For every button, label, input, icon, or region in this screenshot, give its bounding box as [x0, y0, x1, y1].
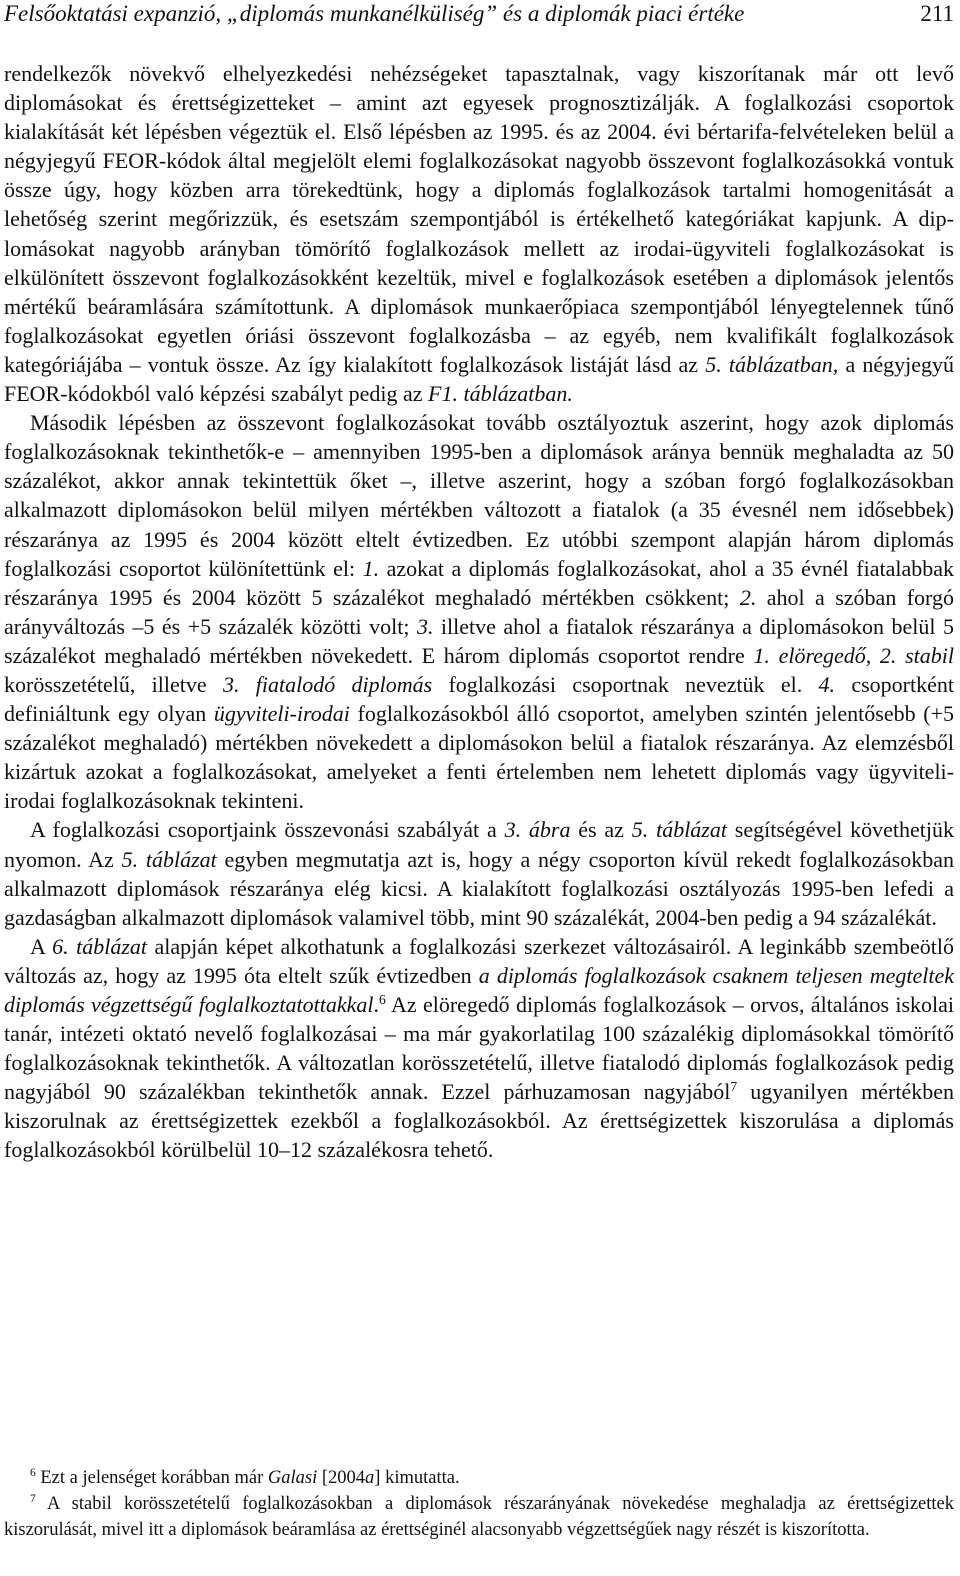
italic-text: 6. táblázat	[52, 933, 147, 959]
footnote	[4, 1492, 954, 1544]
italic-text: 3.	[416, 613, 434, 639]
text-run: A foglalkozási csoportjaink összevonási szabályát a	[30, 817, 505, 843]
italic-text: 1.	[362, 555, 380, 581]
running-title: Felsőoktatási expanzió, „diplomás munkanélküliség” és a diplomák piaci értéke	[4, 1, 745, 26]
text-run: egyben megmutatja azt is, hogy a négy csoporton kívül rekedt foglalkozásokban alkalmazott diplomások részaránya elég kicsi. A kialakított foglalkozási osztályozás 1995-ben lefedi a gazdaságban alkalmazott diplomások valamivel több, mint 90 százalékát, 2004-ben pedig a 94 százalékát.	[4, 846, 954, 930]
body-text	[4, 59, 954, 1165]
text-run: [2004	[317, 1468, 366, 1488]
footnote-marker: 7	[730, 1079, 738, 1095]
text-run: Ezt a jelenséget korábban már	[35, 1468, 268, 1488]
italic-text: 4.	[818, 671, 836, 697]
footnotes	[4, 1466, 954, 1543]
text-run: ugyanilyen mértékben kiszorulnak az érettségizettek ezekből a foglalkozásokból. Az érettségizettek kiszorulása a diplomás foglalkozásokból körülbelül 10–12 százalékosra tehető.	[4, 1079, 954, 1163]
text-run: és az	[570, 817, 632, 843]
paragraph	[4, 815, 954, 931]
footnote-marker: 7	[30, 1492, 36, 1505]
italic-text: 5. táblázatban,	[705, 351, 839, 377]
text-run: illetve ahol a fiatalok részaránya a diplomásokon belül 5 százalékot meghaladó mértékben növekedett. E három diplomás csoportot rendre	[4, 613, 954, 668]
text-run: korösszetételű, illetve	[4, 671, 223, 697]
text-run: .	[373, 992, 380, 1017]
italic-text: ügyviteli-irodai	[213, 701, 350, 727]
text-run: A	[30, 933, 53, 959]
text-run: foglalkozásokból álló csoportot, amelyben szintén jelentősebb (+5 százalékot meghaladó) mértékben növekedett a diplomásokon belül a fiatalok részaránya. Az elemzésből kizártuk azokat a foglalkozásokat, amelyeket a fenti értelemben nem lehetett diplomás vagy ügyviteli-irodai foglalkozásoknak tekinteni.	[4, 701, 954, 814]
italic-text: a diplomás foglalkozások csaknem teljesen megteltek diplomás végzettségű foglalkoztatottakkal	[4, 962, 954, 1017]
text-run: foglalkozási csoportnak neveztük el.	[432, 671, 819, 697]
footnote	[4, 1466, 954, 1492]
italic-text: 3. fiatalodó diplomás	[222, 671, 433, 697]
italic-text: 3. ábra	[504, 817, 571, 843]
footnote-marker: 6	[30, 1467, 36, 1480]
footnote-marker: 6	[379, 991, 386, 1007]
italic-text: Galasi	[267, 1468, 318, 1488]
italic-text: a	[365, 1468, 375, 1488]
italic-text: F1. táblázatban.	[428, 381, 573, 407]
text-run: ahol a szóban forgó arányváltozás –5 és +5 százalék közötti volt;	[4, 584, 954, 639]
italic-text: 5. táblázat	[121, 846, 217, 872]
text-run: ] kimutatta.	[374, 1468, 460, 1488]
page-number: 211	[920, 1, 954, 26]
italic-text: 2.	[739, 584, 757, 610]
text-run: Az elöregedő diplomás foglalkozások – orvos, általános iskolai tanár, intézeti oktató nevelő foglalkozásai – ma már gyakorlatilag 100 százalékig diplomásokkal tömörítő foglalkozásoknak tekinthetők. A változatlan korösszetételű, illetve fiatalodó diplomás foglalkozások pedig nagyjából 90 százalékban tekinthetők annak. Ezzel párhuzamosan nagyjából	[4, 992, 954, 1105]
text-run: azokat a diplomás foglalkozásokat, ahol a 35 évnél fiatalabbak részaránya 1995 és 2004 között 5 százalékot meghaladó mértékben csökkent;	[4, 555, 954, 610]
text-run: A stabil korösszetételű foglalkozásokban a diplomások részarányának növekedése meghaladja az érettségizettek kiszorulását, mivel itt a diplomások beáramlása az érettséginél alacsonyabb végzettségűek nagy részét is kiszorította.	[4, 1493, 954, 1540]
text-run: alapján képet alkothatunk a foglalkozási szerkezet változásairól. A leginkább szembeötlő változás az, hogy az 1995 óta eltelt szűk évtizedben	[4, 933, 954, 988]
paragraph	[4, 59, 954, 408]
italic-text: 5. táblázat	[631, 817, 727, 843]
text-run: rendelkezők növekvő elhelyezkedési nehézségeket tapasztalnak, vagy kiszorítanak már ott levő diplomásokat és érettségizetteket – amint azt egyesek prognosztizálják. A foglalkozási csoportok kialakítását két lépésben végeztük el. Első lépésben az 1995. és az 2004. évi bértarifa-felvételeken belül a négyjegyű FEOR-kódok által megjelölt elemi foglalkozásokat nagyobb összevont foglalkozásokká vontuk össze úgy, hogy közben arra törekedtünk, hogy a diplomás foglalkozások tartalmi homogenitását a lehetőség szerint megőrizzük, és esetszám szempontjából is értékelhető kategóriákat kapjunk. A diplomásokat nagyobb arányban tömörítő foglalkozások mellett az irodai-ügyviteli foglalkozásokat is elkülönített összevont foglalkozásokként kezeltük, mivel e foglalkozások esetében a diplomások jelentős mértékű beáramlására számítottunk. A diplomások munkaerőpiaca szempontjából lényegtelennek tűnő foglalkozásokat egyetlen óriási összevont foglalkozásba – az egyéb, nem kvalifikált foglalkozások kategóriájába – vontuk össze. Az így kialakított foglalkozások listáját lásd az	[4, 61, 954, 377]
text-run: a négyjegyű FEOR-kódokból való képzési szabályt pedig az	[4, 351, 955, 407]
text-run: csoportként definiáltunk egy olyan	[4, 671, 954, 727]
running-header	[0, 0, 958, 28]
text-run: segítségével követhetjük nyomon. Az	[4, 817, 955, 872]
paragraph	[4, 408, 954, 815]
paragraph	[4, 932, 954, 1165]
text-run: Második lépésben az összevont foglalkozásokat tovább osztályoztuk aszerint, hogy azok diplomás foglalkozásoknak tekinthetők-e – amennyiben 1995-ben a diplomások aránya bennük meghaladta az 50 százalékot, akkor annak tekintettük őket –, illetve aszerint, hogy a szóban forgó foglalkozásokban alkalmazott diplomásokon belül milyen mértékben változott a fiatalok (a 35 évesnél nem idősebbek) részaránya az 1995 és 2004 között eltelt évtizedben. Ez utóbbi szempont alapján három diplomás foglalkozási csoportot különítettünk el:	[4, 410, 954, 581]
italic-text: 1. elöregedő, 2. stabil	[753, 642, 954, 668]
